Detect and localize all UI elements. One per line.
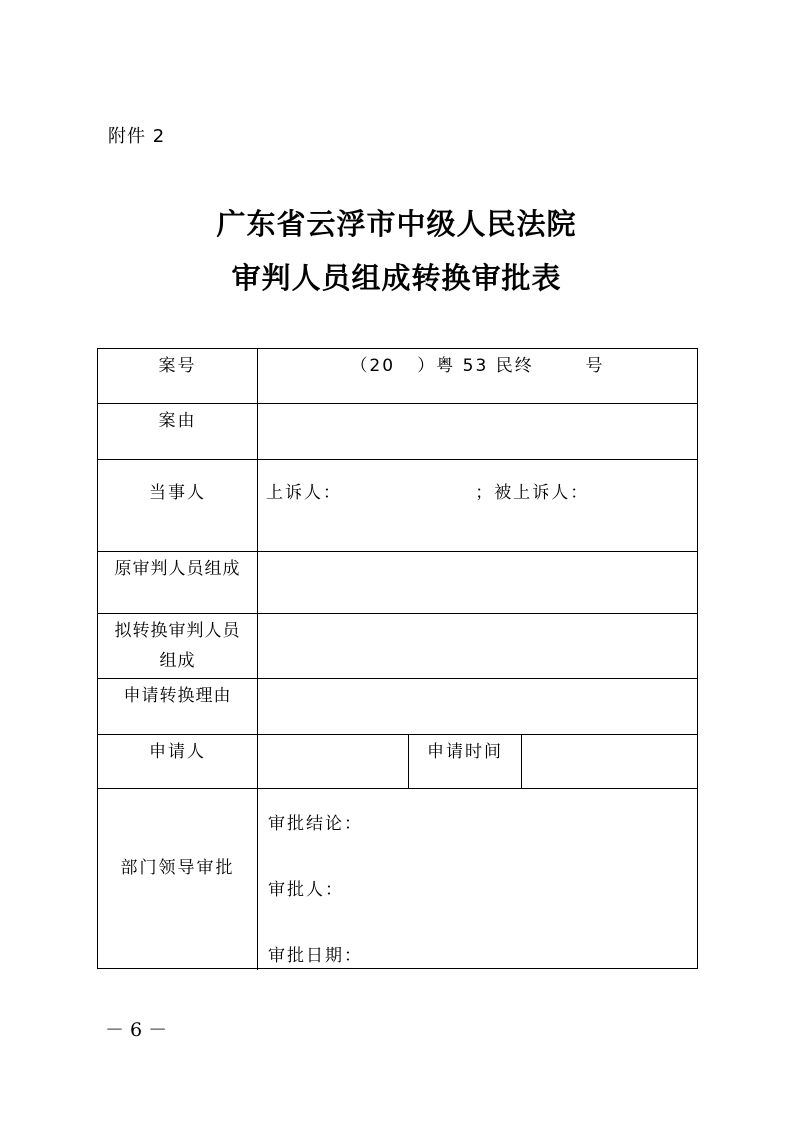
document-title-line2: 审判人员组成转换审批表 [231,261,562,295]
proposed-panel-label [98,614,258,678]
cause-field[interactable] [258,404,697,459]
attachment-label: 附件 2 [108,126,166,147]
proposed-panel-label-line2: 组成 [159,651,196,671]
row-reason [98,679,697,735]
row-proposed-panel [98,614,697,679]
reason-label: 申请转换理由 [98,679,258,734]
case-number-label: 案号 [98,349,258,403]
original-panel-label: 原审判人员组成 [98,552,258,613]
original-panel-field[interactable] [258,552,697,613]
leader-approval-label: 部门领导审批 [98,789,258,970]
parties-label: 当事人 [98,460,258,551]
approval-conclusion-label[interactable]: 审批结论： [268,814,363,834]
apply-time-field[interactable] [522,735,697,788]
applicant-label: 申请人 [98,735,258,788]
row-leader-approval [98,789,697,970]
row-applicant [98,735,697,789]
row-case-number [98,349,697,404]
apply-time-label: 申请时间 [409,735,522,788]
applicant-field[interactable] [258,735,409,788]
proposed-panel-label-line1: 拟转换审判人员 [114,621,241,641]
document-title-line1: 广东省云浮市中级人民法院 [216,207,577,241]
page-number: － 6 － [105,1019,168,1041]
parties-field[interactable]: 上诉人： ；被上诉人： [266,483,590,503]
reason-field[interactable] [258,679,697,734]
approval-form-table [97,348,698,969]
row-cause [98,404,697,460]
proposed-panel-field[interactable] [258,614,697,678]
approval-date-label[interactable]: 审批日期： [268,946,363,966]
cause-label: 案由 [98,404,258,459]
approver-label[interactable]: 审批人： [268,880,344,900]
row-parties [98,460,697,552]
case-number-field[interactable]: （20 ）粤 53 民终 号 [350,356,605,376]
row-original-panel [98,552,697,614]
